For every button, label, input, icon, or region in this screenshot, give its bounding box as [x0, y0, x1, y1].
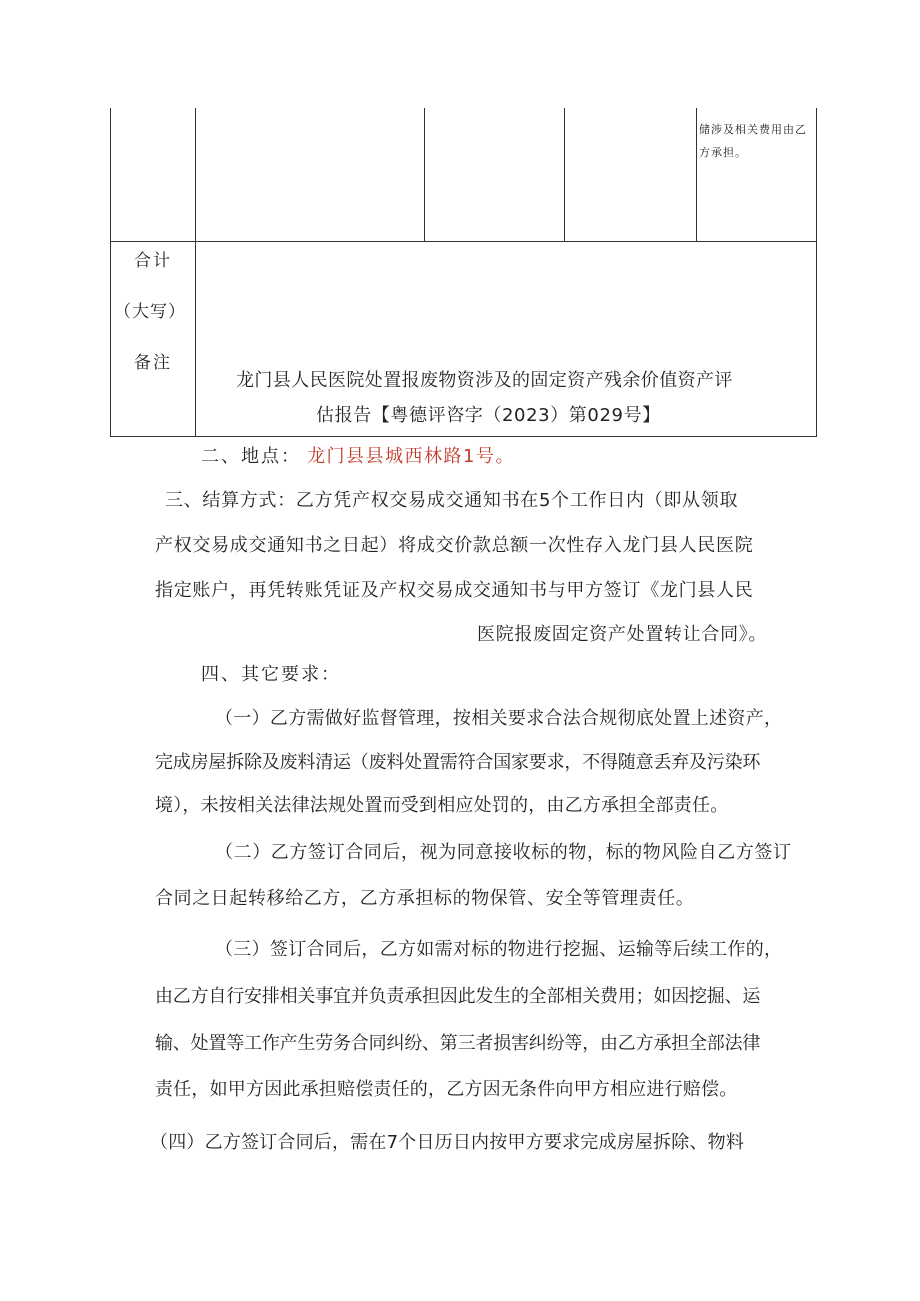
remark-line1: 龙门县人民医院处置报废物资涉及的固定资产残余价值资产评 — [236, 370, 733, 391]
remark-line2: 估报告【粤德评咨字（2023）第029号】 — [316, 405, 661, 426]
table-border-bottom — [110, 436, 817, 437]
p1-line2: 完成房屋拆除及废料清运（废料处置需符合国家要求，不得随意丢弃及污染环 — [155, 752, 761, 773]
table-row-divider — [110, 241, 817, 242]
table-border-right — [816, 108, 817, 437]
label-remark: 备注 — [134, 353, 172, 373]
location-value: 龙门县县城西林路1号。 — [307, 446, 515, 467]
p3-line4: 责任，如甲方因此承担赔偿责任的，乙方因无条件向甲方相应进行赔偿。 — [155, 1079, 738, 1100]
p3-line3: 输、处置等工作产生劳务合同纠纷、第三者损害纠纷等，由乙方承担全部法律 — [155, 1033, 761, 1054]
p3-line2: 由乙方自行安排相关事宜并负责承担因此发生的全部相关费用；如因挖掘、运 — [155, 986, 761, 1007]
other-title: 四、其它要求： — [201, 664, 341, 685]
cell-note-line2: 方承担。 — [699, 146, 747, 159]
p1-line3: 境），未按相关法律法规处置而受到相应处罚的，由乙方承担全部责任。 — [155, 795, 729, 816]
location-label: 二、地点： — [201, 446, 301, 467]
settlement-line4: 医院报废固定资产处置转让合同》。 — [477, 624, 768, 645]
table-border-left — [110, 108, 111, 437]
table-border-col1 — [195, 108, 196, 437]
table-border-col3 — [564, 108, 565, 242]
label-total: 合计 — [134, 251, 172, 271]
settlement-line3: 指定账户，再凭转账凭证及产权交易成交通知书与甲方签订《龙门县人民 — [155, 580, 754, 601]
cell-note-line1: 储涉及相关费用由乙 — [699, 123, 807, 136]
table-border-col2 — [424, 108, 425, 242]
p4-line1: （四）乙方签订合同后，需在7个日历日内按甲方要求完成房屋拆除、物料 — [150, 1132, 745, 1153]
p2-line2: 合同之日起转移给乙方，乙方承担标的物保管、安全等管理责任。 — [155, 888, 695, 909]
p2-line1: （二）乙方签订合同后，视为同意接收标的物，标的物风险自乙方签订 — [215, 842, 792, 863]
settlement-line1: 三、结算方式：乙方凭产权交易成交通知书在5个工作日内（即从领取 — [165, 490, 739, 511]
settlement-line2: 产权交易成交通知书之日起）将成交价款总额一次性存入龙门县人民医院 — [155, 535, 754, 556]
label-capital: （大写） — [114, 302, 186, 322]
p1-line1: （一）乙方需做好监督管理，按相关要求合法合规彻底处置上述资产， — [215, 708, 783, 729]
p3-line1: （三）签订合同后，乙方如需对标的物进行挖掘、运输等后续工作的， — [215, 939, 783, 960]
table-border-col4 — [696, 108, 697, 242]
